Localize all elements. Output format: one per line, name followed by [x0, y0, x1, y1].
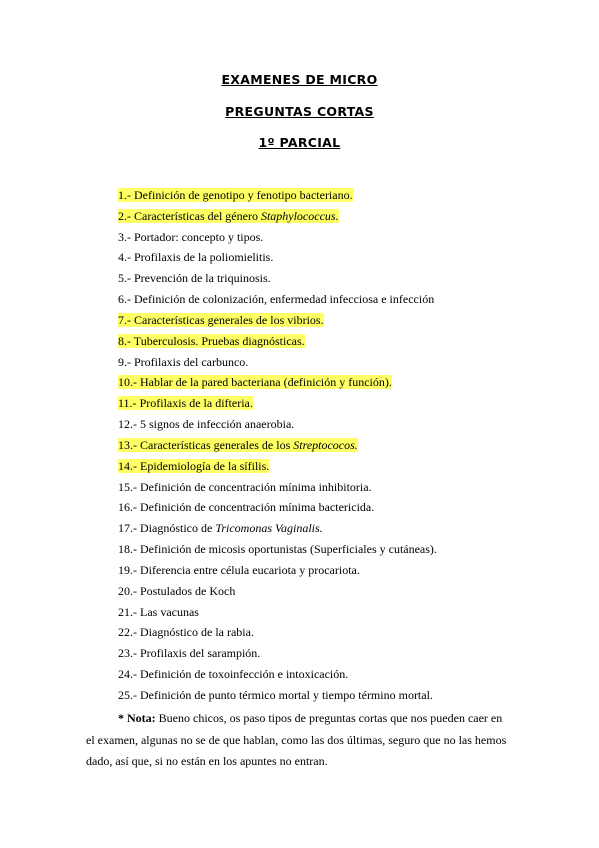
question-body: Hablar de la pared bacteriana (definición y función).: [140, 375, 392, 390]
question-text: [118, 584, 235, 598]
question-body: Tuberculosis. Pruebas diagnósticas.: [133, 333, 305, 348]
question-item: [118, 688, 433, 703]
question-body: Profilaxis de la difteria.: [139, 396, 253, 411]
question-item: [118, 521, 323, 536]
question-item: [118, 375, 392, 390]
question-body: Definición de concentración mínima inhibitoria.: [140, 479, 372, 494]
question-body: Profilaxis del sarampión.: [140, 646, 261, 661]
question-number: 4.-: [118, 250, 131, 265]
question-item: [118, 334, 305, 349]
question-body: Definición de micosis oportunistas (Superficiales y cutáneas).: [140, 542, 437, 557]
question-text: [118, 646, 260, 660]
question-text: [118, 521, 323, 535]
question-italic-term: Streptococos.: [293, 437, 358, 452]
document-subtitle: PREGUNTAS CORTAS: [225, 104, 374, 119]
question-number: 23.-: [118, 646, 137, 661]
question-item: [118, 584, 235, 599]
question-number: 3.-: [118, 229, 131, 244]
question-text: [118, 542, 437, 556]
question-body: Portador: concepto y tipos.: [134, 229, 264, 244]
question-item: [118, 438, 358, 453]
highlighted-question-text: [118, 188, 353, 202]
question-number: 19.-: [118, 562, 137, 577]
question-body: Postulados de Koch: [140, 583, 236, 598]
question-body: Diagnóstico de la rabia.: [140, 625, 254, 640]
question-item: [118, 500, 374, 515]
highlighted-question-text: [118, 375, 392, 389]
question-text: [118, 417, 294, 431]
question-body: Prevención de la triquinosis.: [134, 271, 271, 286]
question-body: Epidemiología de la sífilis.: [140, 458, 270, 473]
question-item: [118, 459, 269, 474]
question-number: 12.-: [118, 417, 137, 432]
question-body: Profilaxis del carbunco.: [134, 354, 249, 369]
question-item: [118, 250, 273, 265]
question-text: [118, 563, 360, 577]
question-number: 21.-: [118, 604, 137, 619]
question-text: [118, 667, 348, 681]
question-item: [118, 646, 260, 661]
question-number: 15.-: [118, 479, 137, 494]
note-line-1: [118, 711, 502, 726]
highlighted-question-text: [118, 438, 358, 452]
question-text: [118, 500, 374, 514]
question-text: [118, 688, 433, 702]
question-text: [118, 230, 263, 244]
note-label: * Nota:: [118, 711, 156, 725]
question-number: 20.-: [118, 583, 137, 598]
highlighted-question-text: [118, 209, 339, 223]
question-item: [118, 667, 348, 682]
question-text: [118, 605, 199, 619]
note-line-3: dado, así que, si no están en los apuntes no entran.: [86, 754, 328, 768]
question-item: [118, 563, 360, 578]
question-body: Definición de genotipo y fenotipo bacteriano.: [134, 188, 353, 202]
question-body: Definición de toxoinfección e intoxicación.: [140, 667, 349, 682]
question-number: 11.-: [118, 396, 137, 411]
note-line-2: el examen, algunas no se de que hablan, como las dos últimas, seguro que no las hemos: [86, 733, 507, 747]
question-text: [118, 355, 248, 369]
question-text: [118, 271, 271, 285]
question-number: 7.-: [118, 312, 131, 327]
question-body: Profilaxis de la poliomielitis.: [134, 250, 274, 265]
question-item: [118, 396, 253, 411]
question-number: 1.-: [118, 188, 131, 202]
question-number: 17.-: [118, 521, 137, 536]
question-number: 16.-: [118, 500, 137, 515]
question-italic-term: Staphylococcus.: [260, 208, 339, 223]
highlighted-question-text: [118, 459, 269, 473]
question-item: [118, 230, 263, 245]
question-body: Características generales de los vibrios.: [134, 312, 324, 327]
question-number: 10.-: [118, 375, 137, 390]
question-item: [118, 417, 294, 432]
question-item: [118, 625, 254, 640]
question-body: Diferencia entre célula eucariota y procariota.: [140, 562, 360, 577]
document-title: EXAMENES DE MICRO: [221, 72, 378, 87]
question-number: 6.-: [118, 292, 131, 307]
question-text: [118, 480, 372, 494]
question-text: [118, 625, 254, 639]
question-item: [118, 292, 434, 307]
question-item: [118, 355, 248, 370]
question-italic-term: Tricomonas Vaginalis.: [215, 521, 323, 536]
question-number: 25.-: [118, 687, 137, 702]
note-text-1: Bueno chicos, os paso tipos de preguntas cortas que nos pueden caer en: [155, 711, 503, 725]
question-body: Diagnóstico de: [140, 521, 216, 536]
question-body: Definición de punto térmico mortal y tiempo término mortal.: [140, 687, 433, 702]
question-number: 14.-: [118, 458, 137, 473]
question-body: 5 signos de infección anaerobia.: [140, 417, 295, 432]
question-body: Definición de concentración mínima bactericida.: [140, 500, 375, 515]
question-number: 13.-: [118, 437, 137, 452]
question-item: [118, 605, 199, 620]
question-body: Características del género: [134, 208, 261, 223]
question-item: [118, 188, 353, 203]
question-item: [118, 271, 271, 286]
question-text: [118, 292, 434, 306]
question-text: [118, 250, 273, 264]
question-number: 9.-: [118, 354, 131, 369]
question-body: Definición de colonización, enfermedad infecciosa e infección: [134, 292, 435, 307]
question-number: 2.-: [118, 208, 131, 223]
question-number: 18.-: [118, 542, 137, 557]
highlighted-question-text: [118, 313, 324, 327]
question-item: [118, 480, 372, 495]
document-section-title: 1º PARCIAL: [258, 135, 341, 150]
question-body: Características generales de los: [140, 437, 294, 452]
question-item: [118, 313, 324, 328]
question-number: 5.-: [118, 271, 131, 286]
question-number: 24.-: [118, 667, 137, 682]
question-number: 22.-: [118, 625, 137, 640]
question-number: 8.-: [118, 333, 131, 348]
question-body: Las vacunas: [140, 604, 199, 619]
highlighted-question-text: [118, 396, 253, 410]
question-item: [118, 209, 339, 224]
highlighted-question-text: [118, 334, 305, 348]
question-item: [118, 542, 437, 557]
